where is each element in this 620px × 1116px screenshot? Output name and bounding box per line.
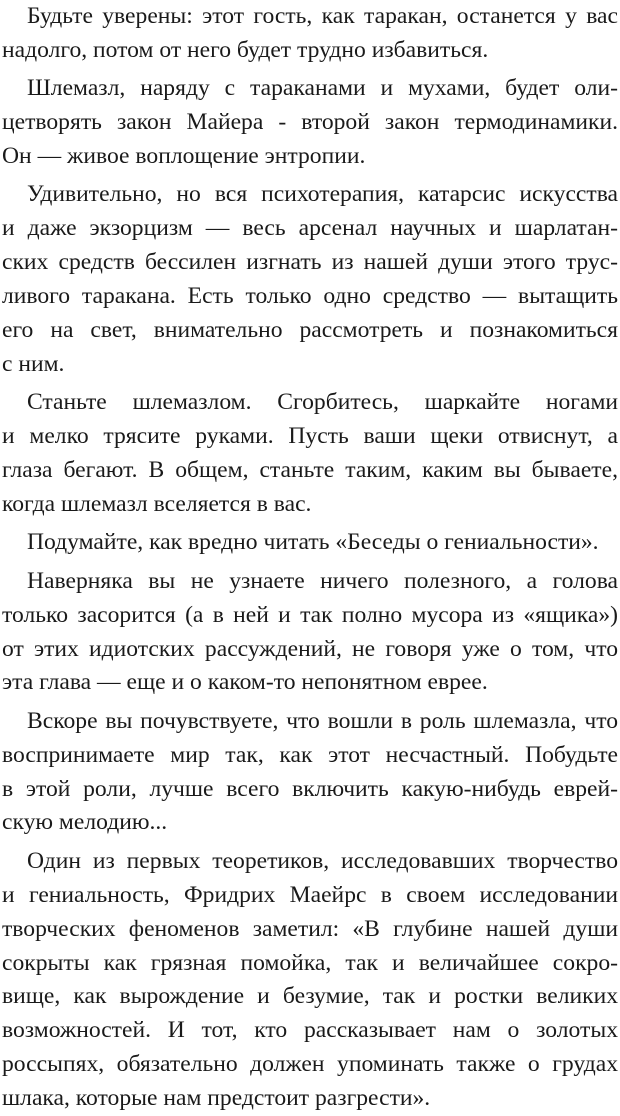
text-line: Шлемазл, наряду с тараканами и мухами, будет оли- [27, 75, 618, 102]
paragraph [2, 565, 618, 701]
text-line: Вскоре вы почувствуете, что вошли в роль шлемазла, что [27, 707, 618, 734]
text-line: и мелко трясите руками. Пусть ваши щеки отвиснут, а [2, 423, 618, 450]
text-line: Будьте уверены: этот гость, как таракан, останется у вас [27, 3, 618, 29]
text-line: глаза бегают. В общем, станьте таким, каким вы бываете, [2, 457, 618, 484]
text-line: шлака, которые нам предстоит разгрести». [2, 1085, 431, 1112]
text-line: цетворять закон Майера - второй закон термодинамики. [2, 109, 618, 136]
text-line: и гениальность, Фридрих Маейрс в своем исследовании [2, 881, 618, 908]
text-line: возможностей. И тот, кто рассказывает нам о золотых [2, 1017, 618, 1044]
paragraph [2, 0, 618, 68]
text-line: ливого таракана. Есть только одно средство — вытащить [2, 283, 618, 310]
text-line: сокрыты как грязная помойка, так и величайшее сокро- [2, 949, 618, 976]
text-line: творческих феноменов заметил: «В глубине нашей души [2, 915, 618, 942]
text-line: ских средств бессилен изгнать из нашей души этого трус- [2, 249, 618, 276]
text-line: с ним. [2, 350, 65, 377]
text-line: только засорится (а в ней и так полно мусора из «ящика») [2, 601, 618, 628]
paragraph [2, 526, 618, 560]
text-line: скую мелодию... [2, 809, 168, 836]
text-line: вище, как вырождение и безумие, так и ростки великих [2, 983, 618, 1010]
text-line: надолго, потом от него будет трудно избавиться. [2, 36, 489, 63]
text-line: Станьте шлемазлом. Сгорбитесь, шаркайте ногами [27, 389, 618, 416]
text-line: Подумайте, как вредно читать «Беседы о гениальности». [27, 529, 599, 556]
paragraph [2, 386, 618, 522]
paragraph [2, 72, 618, 174]
paragraph [2, 845, 618, 1116]
text-line: воспринимаете мир так, как этот несчастный. Побудьте [2, 741, 618, 768]
paragraph [2, 178, 618, 381]
text-line: Удивительно, но вся психотерапия, катарсис искусства [27, 181, 618, 208]
text-line: Один из первых теоретиков, исследовавших творчество [27, 847, 618, 874]
text-line: россыпях, обязательно должен упоминать также о грудах [2, 1051, 618, 1078]
text-line: Он — живое воплощение энтропии. [2, 143, 366, 170]
text-line: его на свет, внимательно рассмотреть и познакомиться [2, 317, 618, 344]
text-line: и даже экзорцизм — весь арсенал научных и шарлатан- [2, 215, 618, 242]
text-line: от этих идиотских рассуждений, не говоря уже о том, что [2, 635, 618, 662]
text-line: Наверняка вы не узнаете ничего полезного, а голова [27, 567, 618, 594]
text-line: когда шлемазл вселяется в вас. [2, 490, 312, 517]
text-line: в этой роли, лучше всего включить какую-нибудь еврей- [2, 775, 618, 802]
text-line: эта глава — еще и о каком-то непонятном еврее. [2, 669, 488, 696]
paragraph [2, 705, 618, 841]
